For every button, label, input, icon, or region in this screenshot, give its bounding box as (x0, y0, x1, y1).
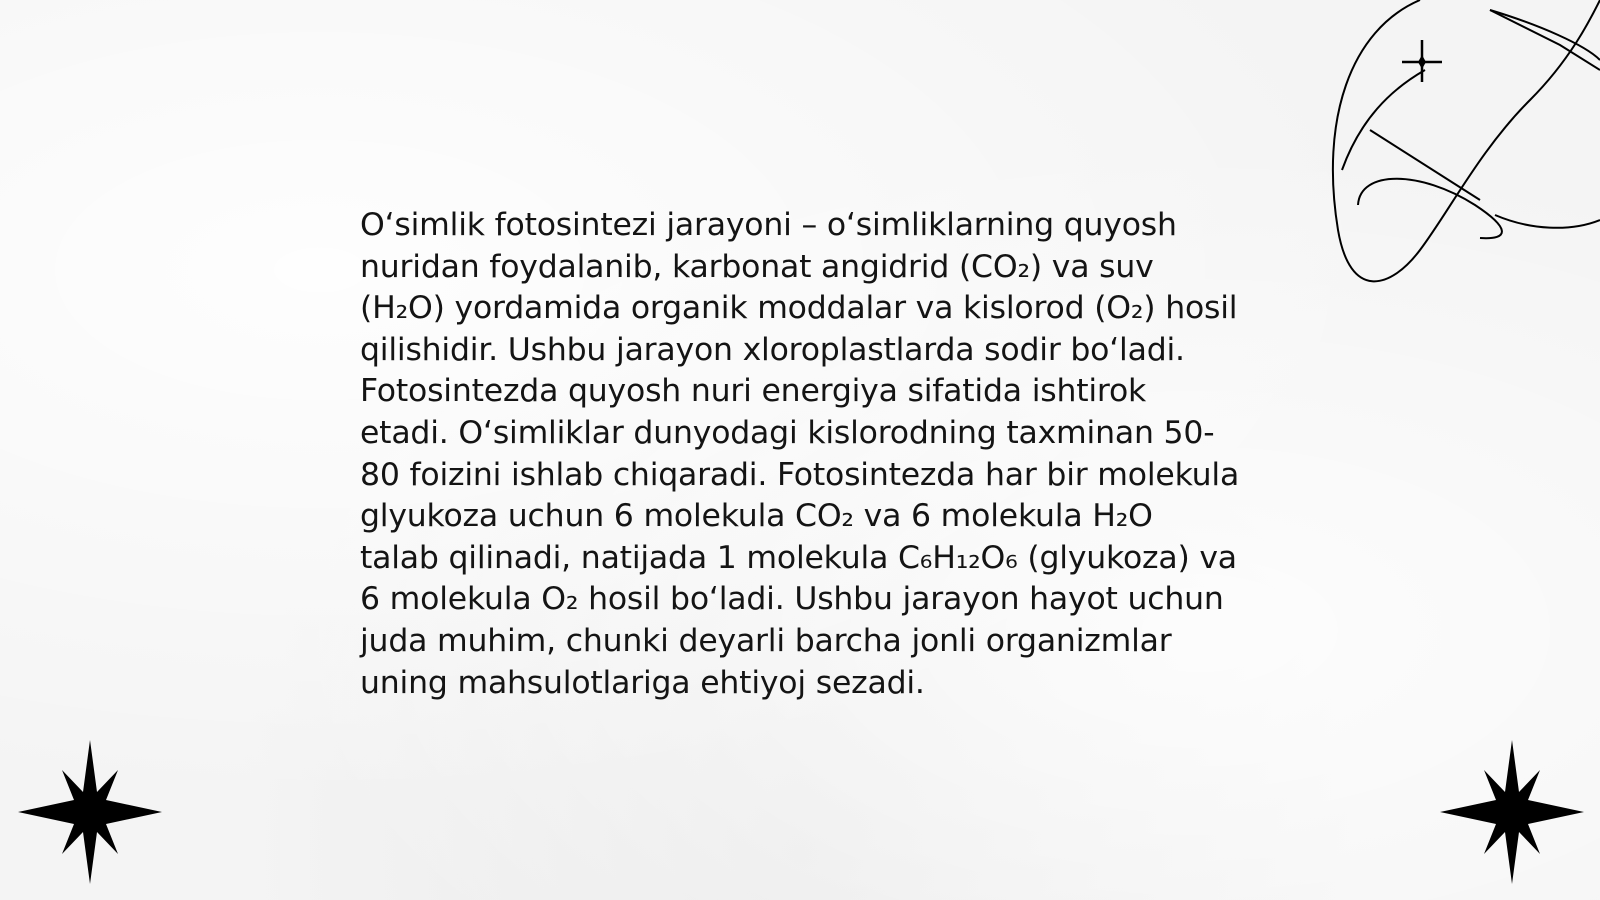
four-point-star-icon (18, 740, 162, 884)
four-point-star-icon (1440, 740, 1584, 884)
orbit-lines-icon (1330, 0, 1600, 290)
body-paragraph: O‘simlik fotosintezi jarayoni – o‘simliklarning quyosh nuridan foydalanib, karbonat angidrid (CO₂) va suv (H₂O) yordamida organik moddalar va kislorod (O₂) hosil qilishidir. Ushbu jarayon xloroplastlarda sodir bo‘ladi. Fotosintezda quyosh nuri energiya sifatida ishtirok etadi. O‘simliklar dunyodagi kislorodning taxminan 50-80 foizini ishlab chiqaradi. Fotosintezda har bir molekula glyukoza uchun 6 molekula CO₂ va 6 molekula H₂O talab qilinadi, natijada 1 molekula C₆H₁₂O₆ (glyukoza) va 6 molekula O₂ hosil bo‘ladi. Ushbu jarayon hayot uchun juda muhim, chunki deyarli barcha jonli organizmlar uning mahsulotlariga ehtiyoj sezadi. (360, 207, 1240, 701)
